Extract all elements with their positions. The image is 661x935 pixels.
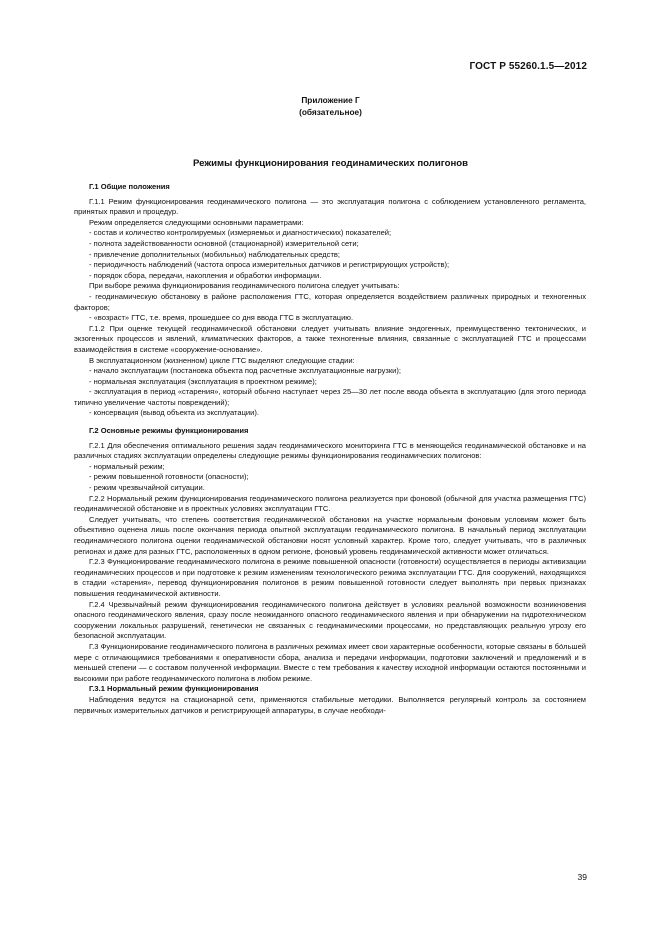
paragraph: Г.2.4 Чрезвычайный режим функционирования геодинамического полигона действует в условиях реальной возможности возникновения опасного геодинамического явления, сразу после неожиданного опасного геодинамического явления и при обнаружении на гидротехническом сооружении локальных разрушений, генетически не связанных с геодинамическими процессами, но представляющих реальную угрозу его безопасной эксплуатации.	[74, 599, 586, 641]
paragraph: - режим повышенной готовности (опасности);	[89, 472, 249, 482]
subsection-heading: Г.3.1 Нормальный режим функционирования	[89, 684, 259, 694]
paragraph: - нормальная эксплуатация (эксплуатация в проектном режиме);	[89, 376, 317, 386]
paragraph: - эксплуатация в период «старения», который обычно наступает через 25—30 лет после ввода объекта в эксплуатацию (для этого периода типично увеличение частоты повреждений);	[74, 387, 586, 407]
paragraph: - геодинамическую обстановку в районе расположения ГТС, которая определяется воздействием различных природных и техногенных факторов;	[74, 291, 586, 312]
paragraph: - консервация (вывод объекта из эксплуатации).	[89, 408, 259, 418]
spacer	[74, 419, 586, 426]
paragraph: При выборе режима функционирования геодинамического полигона следует учитывать:	[89, 281, 400, 291]
section-heading: Г.1 Общие положения	[89, 182, 170, 191]
page-number: 39	[577, 872, 587, 882]
paragraph: - нормальный режим;	[89, 461, 165, 471]
paragraph: Г.2.1 Для обеспечения оптимального решения задач геодинамического мониторинга ГТС в меняющейся геодинамической обстановке и на различных стадиях эксплуатации определены следующие режимы функционирования геодинамических полигонов:	[74, 440, 586, 461]
paragraph: Следует учитывать, что степень соответствия геодинамической обстановки на участке нормальным фоновым условиям может быть объективно оценена лишь после окончания периода опытной эксплуатации геодинамического полигона. В начальный период эксплуатации геодинамического полигона оценки геодинамической обстановки носят условный характер. Кроме того, следует учитывать, что в различных регионах и даже для разных ГТС, расположенных в одном регионе, фоновый уровень геодинамической активности может отличаться.	[74, 514, 586, 556]
document-body	[74, 182, 586, 716]
paragraph: Г.1.2 При оценке текущей геодинамической обстановки следует учитывать влияние эндогенных, преимущественно тектонических, и экзогенных процессов и явлений, климатических факторов, а также техногенные влияния, связанные с эксплуатацией ГТС и процессами взаимодействия в системе «сооружение-основание».	[74, 323, 586, 354]
paragraph: - «возраст» ГТС, т.е. время, прошедшее со дня ввода ГТС в эксплуатацию.	[89, 313, 354, 323]
paragraph: В эксплуатационном (жизненном) цикле ГТС выделяют следующие стадии:	[89, 355, 355, 365]
appendix-status: (обязательное)	[299, 107, 362, 117]
paragraph: Режим определяется следующими основными параметрами:	[89, 217, 304, 227]
paragraph: - порядок сбора, передачи, накопления и обработки информации.	[89, 270, 322, 280]
paragraph: Г.1.1 Режим функционирования геодинамического полигона — это эксплуатация полигона с соблюдением установленного регламента, принятых правил и процедур.	[74, 196, 586, 217]
paragraph: - режим чрезвычайной ситуации.	[89, 483, 205, 493]
paragraph: - состав и количество контролируемых (измеряемых и диагностических) показателей;	[89, 228, 392, 238]
paragraph: Наблюдения ведутся на стационарной сети, применяются стабильные методики. Выполняется регулярный контроль за состоянием первичных измерительных датчиков и регистрирующей аппаратуры, в случае необходи-	[74, 694, 586, 715]
paragraph: - привлечение дополнительных (мобильных) наблюдательных средств;	[89, 249, 341, 259]
paragraph: - полнота задействованности основной (стационарной) измерительной сети;	[89, 238, 359, 248]
paragraph: Г.2.2 Нормальный режим функционирования геодинамического полигона реализуется при фоновой (обычной для участка размещения ГТС) геодинамической обстановке и в проектных условиях эксплуатации ГТС.	[74, 493, 586, 514]
section-heading: Г.2 Основные режимы функционирования	[89, 426, 249, 436]
page-title: Режимы функционирования геодинамических полигонов	[192, 158, 469, 169]
standard-header: ГОСТ Р 55260.1.5—2012	[469, 61, 587, 72]
appendix-title: Приложение Г	[301, 95, 360, 105]
paragraph: Г.3 Функционирование геодинамического полигона в различных режимах имеет свои характерные особенности, которые связаны в бо́льшей мере с отличающимися требованиями к оперативности сбора, анализа и передачи информации, подготовки заключений и предложений и в меньшей степени — с составом полученной информации. Вместе с тем требования к качеству исходной информации остаются постоянными и высокими при работе геодинамического полигона в любом режиме.	[74, 641, 586, 683]
paragraph: - начало эксплуатации (постановка объекта под расчетные эксплуатационные нагрузки);	[89, 366, 401, 376]
paragraph: - периодичность наблюдений (частота опроса измерительных датчиков и регистрирующих устройств);	[89, 260, 450, 270]
paragraph: Г.2.3 Функционирование геодинамического полигона в режиме повышенной опасности (готовности) осуществляется в периоды активизации геодинамических процессов и при подготовке к резким изменениям технологического режима эксплуатации ГТС. Для сооружений, находящихся в стадии «старения», перевод функционирования полигонов в режим повышенной готовности следует выполнять при первых признаках повышения геодинамической активности.	[74, 557, 586, 598]
